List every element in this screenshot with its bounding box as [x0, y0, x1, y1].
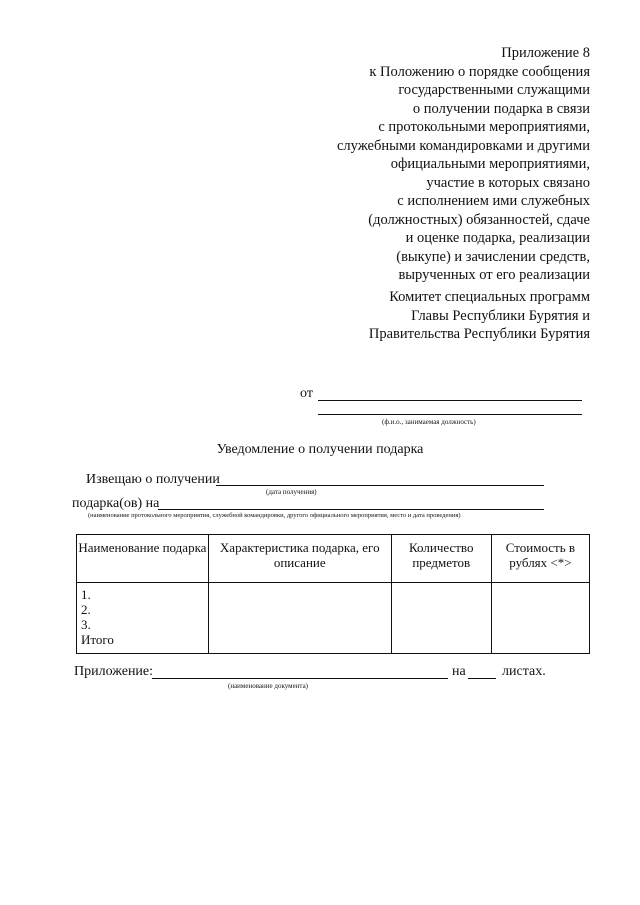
annex-line: вырученных от его реализации	[398, 267, 590, 283]
addressee-block	[270, 288, 590, 344]
event-caption: (наименование протокольного мероприятия, служебной командировки, другого официального мероприятия, место и дата проведения)	[88, 512, 461, 519]
annex-line: и оценке подарка, реализации	[405, 230, 590, 246]
table-header-row	[77, 535, 590, 583]
addressee-line: Главы Республики Бурятия и	[411, 307, 590, 324]
row-number: 3.	[81, 617, 91, 632]
addressee-line: Правительства Республики Бурятия	[368, 326, 590, 342]
row-number: 2.	[81, 602, 91, 617]
annex-line: (выкупе) и зачислении средств,	[396, 248, 590, 265]
attachment-label: Приложение:	[74, 664, 154, 679]
annex-line: (должностных) обязанностей, сдаче	[368, 211, 590, 228]
item-count-cell[interactable]	[391, 583, 491, 654]
attachment-sheets-label: листах.	[502, 664, 546, 679]
from-position-field[interactable]	[318, 414, 582, 415]
from-label: от	[300, 386, 313, 401]
annex-line: служебными командировками и другими	[336, 137, 590, 154]
receipt-date-caption: (дата получения)	[266, 488, 317, 496]
header-gift-description: Характеристика подарка, его описание	[208, 535, 391, 583]
addressee-line: Комитет специальных программ	[389, 289, 590, 305]
gift-description-cell[interactable]	[208, 583, 391, 654]
annex-header	[270, 44, 590, 285]
annex-line: официальными мероприятиями,	[390, 156, 590, 172]
total-label: Итого	[81, 632, 114, 647]
gift-table	[76, 534, 590, 654]
annex-line: участие в которых связано	[426, 174, 590, 191]
attachment-caption: (наименование документа)	[228, 682, 309, 690]
table-row	[77, 583, 590, 654]
row-numbers	[77, 583, 208, 647]
attachment-on-label: на	[452, 664, 466, 679]
notify-label: Извещаю о получении	[86, 472, 220, 487]
receipt-date-field[interactable]	[216, 485, 544, 486]
annex-line: к Положению о порядке сообщения	[369, 63, 590, 80]
from-caption: (ф.и.о., занимаемая должность)	[382, 418, 476, 426]
header-gift-name: Наименование подарка	[77, 535, 209, 583]
header-cost: Стоимость в рублях <*>	[491, 535, 589, 583]
row-number: 1.	[81, 587, 91, 602]
annex-line: Приложение 8	[501, 45, 590, 61]
document-title: Уведомление о получении подарка	[216, 442, 424, 457]
cost-cell[interactable]	[491, 583, 589, 654]
annex-line: с протокольными мероприятиями,	[378, 119, 590, 135]
annex-line: о получении подарка в связи	[412, 100, 590, 117]
event-field[interactable]	[158, 509, 544, 510]
annex-line: с исполнением ими служебных	[397, 193, 590, 209]
annex-line: государственными служащими	[398, 82, 590, 98]
header-item-count: Количество предметов	[391, 535, 491, 583]
gift-label: подарка(ов) на	[72, 496, 160, 511]
attachment-document-field[interactable]	[152, 678, 448, 679]
gift-name-cell[interactable]	[77, 583, 209, 654]
from-name-field[interactable]	[318, 400, 582, 401]
sheet-count-field[interactable]	[468, 678, 496, 679]
